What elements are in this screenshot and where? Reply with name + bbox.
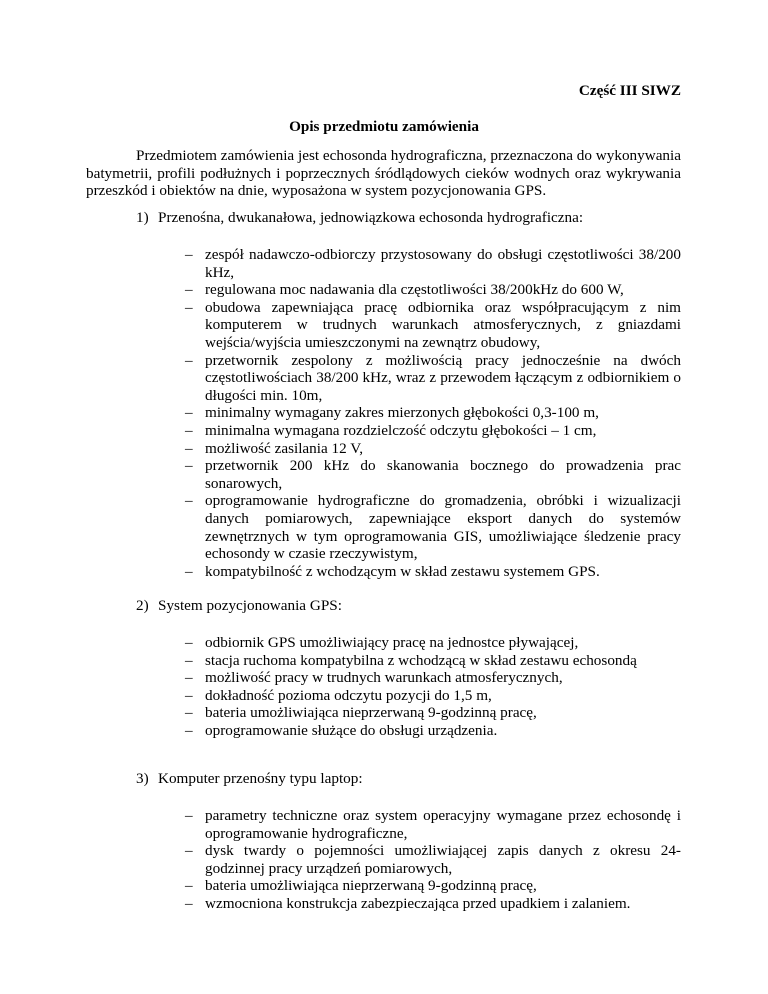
dash-bullet-icon: – [185,634,193,651]
section-1-list [185,246,681,580]
section-2-number: 2) [136,597,149,614]
intro-text: Przedmiotem zamówienia jest echosonda hydrograficzna, przeznaczona do wykonywania batymetrii, profili podłużnych i poprzecznych śródlądowych cieków wodnych oraz wykrywania przeszkód i obiektów na dnie, wyposażona w system pozycjonowania GPS. [86,147,681,200]
section-3-heading [136,770,363,788]
dash-bullet-icon: – [185,894,193,912]
list-item: – zespół nadawczo-odbiorczy przystosowany do obsługi częstotliwości 38/200 kHz, [185,246,681,281]
list-item: – oprogramowanie służące do obsługi urządzenia. [185,721,498,739]
section-3-list [185,807,681,913]
dash-bullet-icon: – [185,351,193,369]
dash-bullet-icon: – [185,651,193,669]
section-2-title: System pozycjonowania GPS: [158,597,342,614]
list-item: – minimalna wymagana rozdzielczość odczytu głębokości – 1 cm, [185,421,597,439]
list-item: – bateria umożliwiająca nieprzerwaną 9-godzinną pracę, [185,704,537,722]
dash-bullet-icon: – [185,439,193,457]
document-title: Opis przedmiotu zamówienia [289,118,479,135]
section-3-title: Komputer przenośny typu laptop: [158,770,363,787]
list-item: – parametry techniczne oraz system operacyjny wymagane przez echosondę i oprogramowanie hydrograficzne, [185,807,681,842]
intro-paragraph [86,147,681,200]
list-item: – regulowana moc nadawania dla częstotliwości 38/200kHz do 600 W, [185,281,624,299]
section-1-heading [136,209,583,227]
dash-bullet-icon: – [185,686,193,704]
dash-bullet-icon: – [185,457,193,475]
section-1-number: 1) [136,209,149,226]
list-item: – wzmocniona konstrukcja zabezpieczająca przed upadkiem i zalaniem. [185,894,631,912]
list-item: – przetwornik zespolony z możliwością pracy jednocześnie na dwóch częstotliwościach 38/200 kHz, wraz z przewodem łączącym z odbiornikiem o długości min. 10m, [185,351,681,404]
dash-bullet-icon: – [185,421,193,439]
list-item: – dysk twardy o pojemności umożliwiającej zapis danych z okresu 24-godzinnej pracy urządzeń pomiarowych, [185,842,681,877]
dash-bullet-icon: – [185,404,193,422]
dash-bullet-icon: – [185,562,193,580]
section-2-list [185,634,681,740]
dash-bullet-icon: – [185,492,193,510]
list-item: – możliwość pracy w trudnych warunkach atmosferycznych, [185,669,563,687]
dash-bullet-icon: – [185,842,193,860]
dash-bullet-icon: – [185,877,193,895]
dash-bullet-icon: – [185,721,193,739]
list-item: – dokładność pozioma odczytu pozycji do 1,5 m, [185,686,492,704]
list-item: – minimalny wymagany zakres mierzonych głębokości 0,3-100 m, [185,404,599,422]
list-item: – odbiornik GPS umożliwiający pracę na jednostce pływającej, [185,634,579,651]
dash-bullet-icon: – [185,704,193,722]
dash-bullet-icon: – [185,246,193,263]
section-2-heading [136,597,342,615]
dash-bullet-icon: – [185,807,193,824]
list-item: – bateria umożliwiająca nieprzerwaną 9-godzinną pracę, [185,877,537,895]
list-item: – przetwornik 200 kHz do skanowania bocznego do prowadzenia prac sonarowych, [185,457,681,492]
dash-bullet-icon: – [185,298,193,316]
dash-bullet-icon: – [185,281,193,299]
list-item: – obudowa zapewniająca pracę odbiornika oraz współpracującym z nim komputerem w trudnych warunkach atmosferycznych, z gniazdami wejścia/wyjścia umieszczonymi na zewnątrz obudowy, [185,298,681,351]
list-item: – stacja ruchoma kompatybilna z wchodzącą w skład zestawu echosondą [185,651,637,669]
list-item: – kompatybilność z wchodzącym w skład zestawu systemem GPS. [185,562,600,580]
list-item: – oprogramowanie hydrograficzne do gromadzenia, obróbki i wizualizacji danych pomiarowych, zapewniające eksport danych do systemów zewnętrznych w tym oprogramowania GIS, umożliwiające śledzenie pracy echosondy w czasie rzeczywistym, [185,492,681,563]
document-part-label: Część III SIWZ [578,82,681,99]
section-3-number: 3) [136,770,149,787]
dash-bullet-icon: – [185,669,193,687]
list-item: – możliwość zasilania 12 V, [185,439,364,457]
section-1-title: Przenośna, dwukanałowa, jednowiązkowa echosonda hydrograficzna: [158,209,584,226]
